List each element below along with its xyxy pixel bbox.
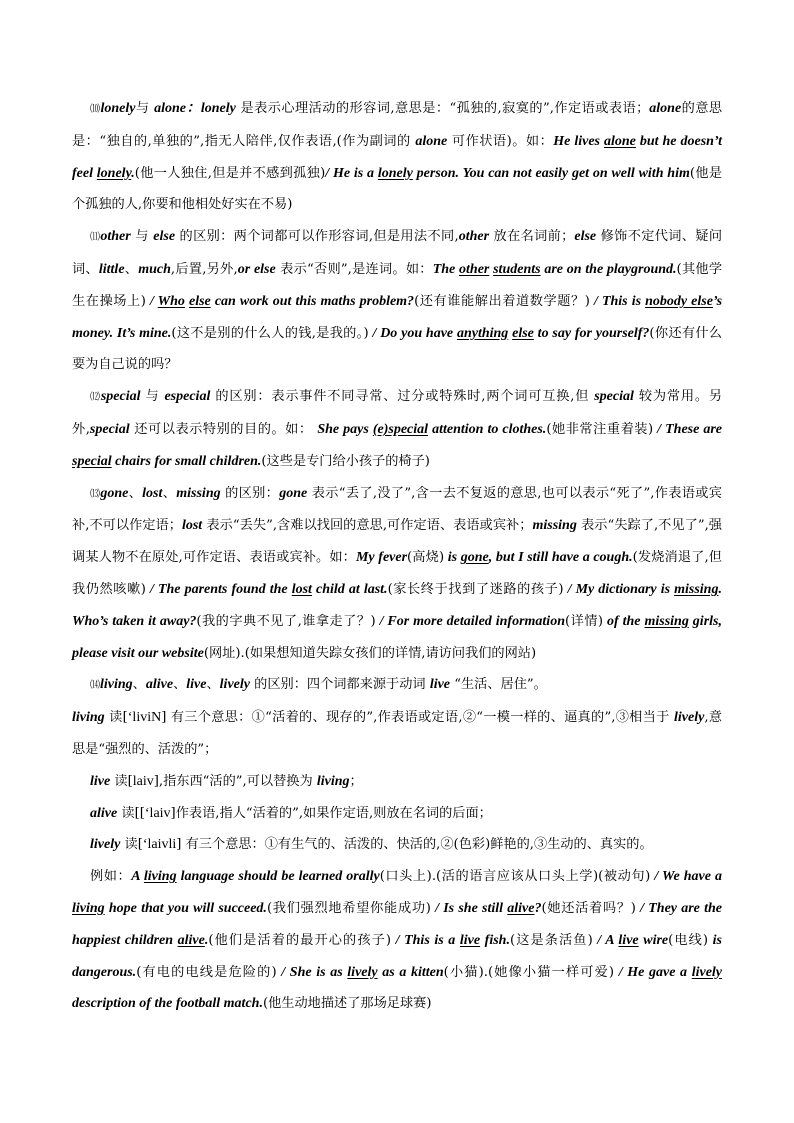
chinese-text: (他是个孤独的人,你要和他相处好实在不易) — [72, 165, 723, 213]
chinese-text: (这些是专门给小孩子的椅子) — [261, 453, 430, 469]
english-text: attention to clothes. — [428, 421, 547, 437]
english-text: alive — [145, 677, 174, 693]
english-text: living — [316, 773, 350, 789]
english-text: or else — [237, 261, 276, 277]
english-text: / She is as — [276, 964, 348, 980]
chinese-text: 较为常用。另外, — [72, 389, 722, 437]
phonetic-text: ‘laivli — [142, 837, 177, 853]
underlined-keyword: lively — [691, 964, 723, 980]
english-text: / They are the happiest children — [72, 900, 723, 948]
item-number: ⒀ — [90, 488, 101, 500]
underlined-keyword: Who — [157, 293, 185, 309]
english-text: person. You can not easily get on well with him — [412, 165, 690, 181]
chinese-text: ],指东西“活的”,可以替换为 — [153, 773, 317, 789]
english-text: gone — [100, 485, 129, 501]
chinese-text: (他一人独住,但是并不感到孤独) — [134, 165, 326, 181]
underlined-keyword: living — [143, 869, 177, 885]
english-text: as a kitten — [377, 964, 444, 980]
chinese-text: 的区别： — [220, 485, 280, 501]
english-text: live — [429, 677, 451, 693]
examples-paragraph — [72, 861, 722, 1020]
chinese-text: (他们是活着的最开心的孩子) — [208, 932, 392, 948]
english-text: live — [186, 677, 207, 693]
english-text: is — [444, 550, 461, 566]
english-text: of the — [603, 613, 645, 629]
chinese-text: (他生动地描述了那场足球赛) — [262, 996, 432, 1012]
chinese-text: 读[ — [110, 773, 133, 789]
english-text: lost — [181, 518, 203, 534]
chinese-text: (还有谁能解出着道数学题？) — [414, 293, 590, 309]
underlined-keyword: students — [493, 261, 541, 277]
underlined-keyword: missing — [644, 613, 689, 629]
chinese-text: 可作状语)。如： — [447, 133, 554, 149]
phonetic-text: ‘liviN — [127, 710, 162, 726]
underlined-keyword: anything — [456, 325, 509, 341]
note-lonely-alone — [72, 93, 722, 221]
underlined-keyword: alive — [507, 900, 535, 916]
english-text: but he doesn’t feel — [72, 133, 722, 181]
english-text: special — [594, 389, 634, 405]
english-text: A — [131, 869, 144, 885]
note-special-especial — [72, 381, 722, 477]
english-text: chairs for small children. — [111, 453, 262, 469]
phonetic-text: ‘laiv — [144, 805, 171, 821]
underlined-keyword: lively — [347, 964, 378, 980]
item-number: ⑿ — [90, 392, 101, 404]
english-text: / Do you have — [368, 325, 457, 341]
chinese-text: (她非常注重着装) — [546, 421, 654, 437]
english-text: child at last. — [311, 581, 388, 597]
english-text: ：lonely — [186, 101, 236, 116]
english-text: lively — [674, 710, 705, 726]
item-number: ⑾ — [90, 232, 101, 244]
chinese-text: ] 有三个意思：①有生气的、活泼的、快活的,②(色彩)鲜艳的,③生动的、真实的。 — [176, 837, 653, 853]
underlined-keyword: live — [459, 932, 481, 948]
english-text: special — [100, 389, 141, 405]
chinese-text: (她还活着吗？) — [541, 900, 636, 916]
english-text: missing — [532, 518, 577, 534]
english-text: gone — [279, 485, 308, 501]
chinese-text: 的区别：两个词都可以作形容词,但是用法不同, — [175, 229, 459, 245]
chinese-text: (小猫) — [443, 964, 484, 980]
english-text: little — [98, 261, 125, 277]
chinese-text: (我的字典不见了,谁拿走了？) — [196, 613, 376, 629]
chinese-text: ； — [349, 773, 363, 789]
chinese-text: 表示“否则”,是连词。如： — [275, 261, 433, 277]
underlined-keyword: lonely — [96, 165, 132, 181]
english-text: can work out this maths problem? — [210, 293, 415, 309]
chinese-text: (我们强烈地希望你能成功) — [266, 900, 431, 916]
chinese-text: 的意思是：“独自的,单独的”,指无人陪伴,仅作表语,(作为副词的 — [72, 101, 723, 149]
english-text: description of the football match. — [72, 996, 263, 1012]
underlined-keyword: lonely — [377, 165, 413, 181]
english-text: lively — [219, 677, 250, 693]
english-text: / Is she still — [430, 900, 508, 916]
chinese-text: 、 — [132, 677, 146, 693]
living-definition — [72, 702, 722, 766]
chinese-text: (其他学生在操场上) — [72, 261, 723, 309]
english-text: lonely — [100, 101, 136, 116]
english-text: are on the playground. — [540, 261, 677, 277]
english-text: alive — [90, 805, 118, 821]
english-text: alone — [154, 101, 187, 116]
english-text: . — [204, 932, 209, 948]
chinese-text: ] 有三个意思：①“活着的、现存的”,作表语或定语,②“一模一样的、逼真的”,③相当于 — [161, 710, 675, 726]
english-text: alone — [415, 133, 448, 149]
english-text: My fever — [355, 550, 408, 566]
english-text: / A — [592, 932, 619, 948]
english-text: girls, please visit our website — [72, 613, 722, 661]
english-text: She pays — [317, 421, 373, 437]
chinese-text: ]作表语,指人“活着的”,如果作定语,则放在名词的后面； — [170, 805, 492, 821]
english-text: / He gave a — [614, 964, 692, 980]
chinese-text: (你还有什么要为自己说的吗？ — [72, 325, 722, 373]
chinese-text: (有电的电线是危险的) — [136, 964, 277, 980]
english-text: fish. — [480, 932, 510, 948]
english-text: special — [89, 421, 130, 437]
english-text: / — [145, 293, 158, 309]
english-text: other — [100, 229, 131, 245]
english-text: wire — [638, 932, 669, 948]
english-text: / The parents found the — [145, 581, 292, 597]
chinese-text: (详情) — [564, 613, 604, 629]
chinese-text: 、 — [124, 261, 139, 277]
underlined-keyword: lost — [291, 581, 312, 597]
underlined-keyword: other — [459, 261, 490, 277]
english-text: else — [574, 229, 597, 245]
chinese-text: 与 — [140, 389, 165, 405]
chinese-text: 的区别：四个词都来源于动词 — [249, 677, 430, 693]
chinese-text: “生活、居住”。 — [450, 677, 547, 693]
chinese-text: 还可以表示特别的目的。如： — [129, 421, 318, 437]
english-text: to say for yourself? — [533, 325, 650, 341]
chinese-text: ,后置,另外, — [170, 261, 238, 277]
chinese-text: 的区别：表示事件不同寻常、过分或特殊时,两个词可互换,但 — [210, 389, 595, 405]
chinese-text: (电线) — [668, 932, 709, 948]
chinese-text: 例如： — [90, 869, 132, 885]
chinese-text: 读[ — [104, 710, 128, 726]
chinese-text: 是表示心理活动的形容词,意思是：“孤独的,寂寞的”,作定语或表语； — [235, 101, 650, 116]
english-text: / These are — [653, 421, 723, 437]
english-text: / He is a — [325, 165, 378, 181]
chinese-text: (网址) — [203, 645, 241, 661]
english-text: lost — [142, 485, 163, 501]
note-other-else — [72, 221, 722, 381]
item-number: ⒁ — [90, 680, 100, 692]
chinese-text: 、 — [206, 677, 220, 693]
english-text: / For more detailed information — [375, 613, 565, 629]
lively-definition — [72, 829, 722, 861]
english-text: / My dictionary is — [563, 581, 675, 597]
chinese-text: 、 — [173, 677, 187, 693]
note-gone-lost-missing — [72, 478, 722, 670]
chinese-text: (家长终于找到了迷路的孩子) — [387, 581, 564, 597]
english-text: The — [432, 261, 460, 277]
live-definition — [72, 766, 722, 798]
chinese-text: 放在名词前； — [489, 229, 575, 245]
english-text: is dangerous. — [72, 932, 722, 980]
english-text: lively — [90, 837, 121, 853]
document-page — [72, 93, 722, 1020]
english-text: living — [72, 710, 105, 726]
chinese-text: (这是条活鱼) — [509, 932, 593, 948]
underlined-keyword: else — [188, 293, 211, 309]
underlined-keyword: gone — [460, 550, 489, 566]
chinese-text: 读[ — [120, 837, 143, 853]
underlined-keyword: live — [618, 932, 639, 948]
item-number: ⑽ — [90, 104, 101, 115]
underlined-keyword: living — [72, 900, 105, 916]
underlined-keyword: alive — [177, 932, 205, 948]
phonetic-text: laiv — [132, 773, 154, 789]
english-text: ’s money. It’s mine. — [72, 293, 723, 341]
chinese-text: (这不是别的什么人的钱,是我的。) — [171, 325, 369, 341]
english-text: . — [131, 165, 135, 181]
english-text: / This is — [589, 293, 646, 309]
chinese-text: 表示“丢了,没了”,含一去不复返的意思,也可以表示“死了”,作表语或宾补,不可以作定语； — [72, 485, 722, 534]
chinese-text: 表示“失踪了,不见了”,强调某人物不在原处,可作定语、表语或宾补。如： — [72, 518, 722, 566]
english-text: , but I still have a cough. — [488, 550, 633, 566]
english-text: other — [458, 229, 490, 245]
english-text: especial — [164, 389, 211, 405]
english-text: missing — [176, 485, 221, 501]
chinese-text: 修饰不定代词、疑问词、 — [72, 229, 723, 277]
alive-definition — [72, 798, 722, 830]
chinese-text: (口头上) — [379, 869, 432, 885]
chinese-text: 表示“丢失”,含难以找回的意思,可作定语、表语或宾补； — [202, 518, 533, 534]
underlined-keyword: special — [72, 453, 112, 469]
note-living-alive-live-lively — [72, 669, 722, 702]
chinese-text: ,意思是“强烈的、活泼的”； — [72, 710, 723, 757]
english-text: hope that you will succeed. — [104, 900, 267, 916]
english-text: much — [138, 261, 171, 277]
english-text: else — [153, 229, 176, 245]
chinese-text: 与 — [135, 101, 155, 116]
underlined-keyword: alone — [603, 133, 636, 149]
chinese-text: (发烧消退了,但我仍然咳嗽) — [72, 550, 722, 597]
english-text: live — [90, 773, 111, 789]
chinese-text: .(她像小猫一样可爱) — [483, 964, 615, 980]
chinese-text: (高烧) — [407, 550, 445, 566]
english-text: . Who’s taken it away? — [72, 581, 722, 629]
underlined-keyword: else — [512, 325, 534, 341]
chinese-text: 读[[ — [117, 805, 145, 821]
english-text: living — [100, 677, 133, 693]
english-text: / This is a — [391, 932, 460, 948]
underlined-keyword: nobody else — [645, 293, 713, 309]
chinese-text: .(活的语言应该从口头上学)(被动句) — [431, 869, 651, 885]
english-text: ? — [534, 900, 542, 916]
underlined-keyword: missing — [674, 581, 719, 597]
chinese-text: 、 — [162, 485, 177, 501]
chinese-text: .(如果想知道失踪女孩们的详情,请访问我们的网站) — [240, 645, 537, 661]
english-text: alone — [649, 101, 682, 116]
english-text: / We have a — [650, 869, 722, 885]
english-text: He lives — [553, 133, 604, 149]
underlined-keyword: (e)special — [372, 421, 429, 437]
chinese-text: 与 — [130, 229, 154, 245]
english-text: language should be learned orally — [176, 869, 380, 885]
chinese-text: 、 — [128, 485, 143, 501]
